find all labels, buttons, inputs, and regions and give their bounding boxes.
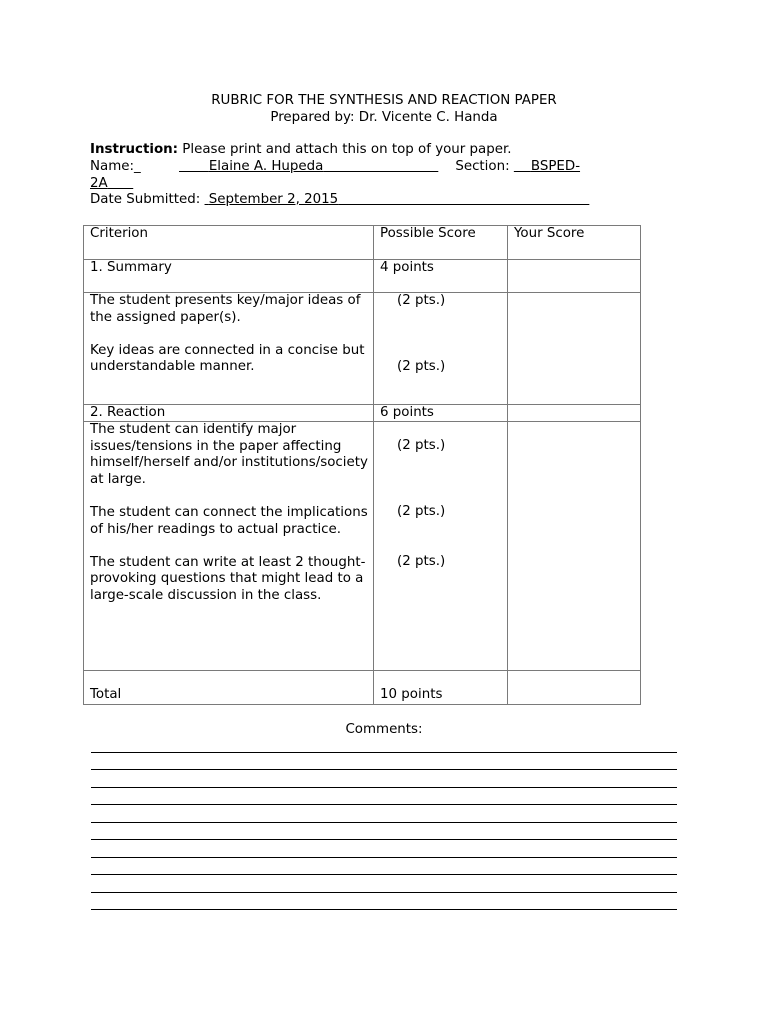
total-score: 10 points xyxy=(374,671,508,705)
date-line xyxy=(90,192,589,208)
date-value: September 2, 2015 xyxy=(208,192,339,207)
section-value: BSPED- xyxy=(530,159,581,174)
summary-item-2: Key ideas are connected in a concise but understandable manner. xyxy=(90,342,365,375)
total-your-score xyxy=(508,671,641,705)
instruction-label: Instruction: xyxy=(90,142,179,157)
comment-line[interactable] xyxy=(91,857,677,858)
header-possible-score: Possible Score xyxy=(374,226,508,260)
summary-your-score xyxy=(508,260,641,293)
rubric-table xyxy=(83,225,641,705)
summary-row xyxy=(84,260,641,293)
reaction-item-2-points: (2 pts.) xyxy=(397,504,446,519)
comment-line[interactable] xyxy=(91,874,677,875)
summary-item-2-points: (2 pts.) xyxy=(397,359,446,374)
reaction-item-3-points: (2 pts.) xyxy=(397,554,446,569)
comment-line[interactable] xyxy=(91,752,677,753)
section-cont-line xyxy=(90,176,133,192)
summary-score: 4 points xyxy=(374,260,508,293)
summary-points xyxy=(374,293,508,405)
section-value-cont: 2A xyxy=(90,176,108,191)
reaction-item-3: The student can write at least 2 thought-provoking questions that might lead to a large-scale discussion in the class. xyxy=(90,554,366,603)
instruction-text: Please print and attach this on top of your paper. xyxy=(178,142,512,157)
reaction-details xyxy=(84,422,374,671)
total-row xyxy=(84,671,641,705)
summary-criterion: 1. Summary xyxy=(84,260,374,293)
header-your-score: Your Score xyxy=(508,226,641,260)
comment-line[interactable] xyxy=(91,822,677,823)
comment-line[interactable] xyxy=(91,769,677,770)
comment-line[interactable] xyxy=(91,839,677,840)
reaction-score: 6 points xyxy=(374,405,508,422)
prepared-by: Prepared by: Dr. Vicente C. Handa xyxy=(270,110,498,125)
summary-item-1: The student presents key/major ideas of the assigned paper(s). xyxy=(90,293,361,325)
summary-item-1-points: (2 pts.) xyxy=(397,293,446,308)
section-label: Section: xyxy=(455,159,514,174)
reaction-your-score xyxy=(508,405,641,422)
reaction-details-row xyxy=(84,422,641,671)
reaction-details-your-score xyxy=(508,422,641,671)
comment-line[interactable] xyxy=(91,787,677,788)
date-label: Date Submitted: xyxy=(90,192,205,207)
document-title: RUBRIC FOR THE SYNTHESIS AND REACTION PAPER xyxy=(211,93,557,108)
summary-details-your-score xyxy=(508,293,641,405)
reaction-item-1: The student can identify major issues/tensions in the paper affecting himself/herself and/or institutions/society at large. xyxy=(90,422,368,487)
reaction-row xyxy=(84,405,641,422)
comment-line[interactable] xyxy=(91,804,677,805)
reaction-points xyxy=(374,422,508,671)
reaction-item-2: The student can connect the implications of his/her readings to actual practice. xyxy=(90,504,368,537)
total-label: Total xyxy=(84,671,374,705)
table-header-row xyxy=(84,226,641,260)
instruction-line xyxy=(90,142,512,158)
name-line xyxy=(90,159,580,175)
reaction-criterion: 2. Reaction xyxy=(84,405,374,422)
comment-line[interactable] xyxy=(91,892,677,893)
summary-details xyxy=(84,293,374,405)
header-criterion: Criterion xyxy=(84,226,374,260)
name-value: Elaine A. Hupeda xyxy=(208,159,324,174)
reaction-item-1-points: (2 pts.) xyxy=(397,438,446,453)
comments-label: Comments: xyxy=(345,722,423,737)
comment-line[interactable] xyxy=(91,909,677,910)
summary-details-row xyxy=(84,293,641,405)
name-label: Name:_ xyxy=(90,159,141,174)
